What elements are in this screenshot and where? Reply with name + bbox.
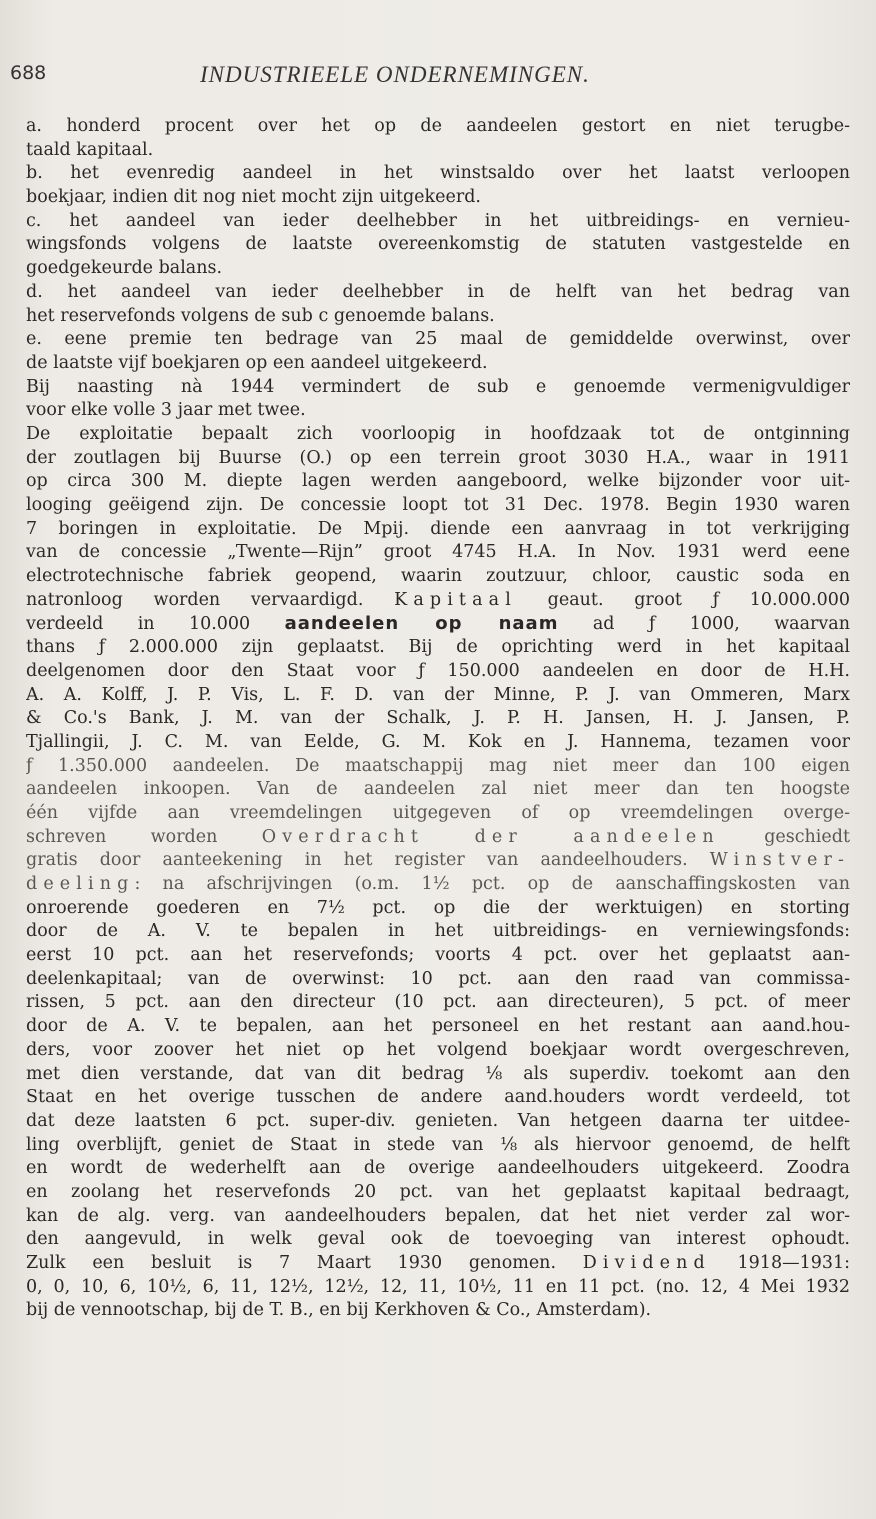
text-line: bij de vennootschap, bij de T. B., en bij Kerkhoven & Co., Amsterdam). (26, 1300, 652, 1321)
text-line: den aangevuld, in welk geval ook de toevoeging van interest ophoudt. (26, 1229, 850, 1250)
text-line: d. het aandeel van ieder deelhebber in de helft van het bedrag van (26, 281, 850, 302)
text-line: dat deze laatsten 6 pct. super-div. genieten. Van hetgeen daarna ter uitdee- (26, 1110, 850, 1131)
body-text (26, 115, 850, 1323)
text-line: ƒ 1.350.000 aandeelen. De maatschappij mag niet meer dan 100 eigen (26, 755, 850, 776)
text-line: kan de alg. verg. van aandeelhouders bepalen, dat het niet verder zal wor- (26, 1205, 850, 1226)
text-line: taald kapitaal. (26, 139, 154, 160)
text-line: De exploitatie bepaalt zich voorloopig in hoofdzaak tot de ontginning (26, 423, 850, 444)
text-line: voor elke volle 3 jaar met twee. (26, 400, 306, 421)
text-line: c. het aandeel van ieder deelhebber in het uitbreidings- en vernieu- (26, 210, 850, 231)
text-line: op circa 300 M. diepte lagen werden aangeboord, welke bijzonder voor uit- (26, 471, 850, 492)
text-line: goedgekeurde balans. (26, 258, 223, 279)
text-line: gratis door aanteekening in het register van aandeelhouders. Winstver- (26, 850, 850, 871)
text-line: 7 boringen in exploitatie. De Mpij. diende een aanvraag in tot verkrijging (26, 518, 850, 539)
emphasis-kapitaal: Kapitaal (394, 589, 517, 610)
text-line: het reservefonds volgens de sub c genoemde balans. (26, 305, 495, 326)
text-line: van de concessie „Twente—Rijn” groot 4745 H.A. In Nov. 1931 werd eene (26, 542, 850, 563)
text-line: met dien verstande, dat van dit bedrag ⅛ als superdiv. toekomt aan den (26, 1063, 850, 1084)
text-line: door de A. V. te bepalen in het uitbreidings- en verniewingsfonds: (26, 921, 850, 942)
text-line: 0, 0, 10, 6, 10½, 6, 11, 12½, 12½, 12, 11, 10½, 11 en 11 pct. (no. 12, 4 Mei 1932 (26, 1276, 850, 1297)
text-line: deeling: na afschrijvingen (o.m. 1½ pct. op de aanschaffingskosten van (26, 874, 850, 894)
text-line: thans ƒ 2.000.000 zijn geplaatst. Bij de oprichting werd in het kapitaal (26, 637, 850, 658)
text-line: ling overblijft, geniet de Staat in stede van ⅛ als hiervoor genoemd, de helft (26, 1134, 850, 1155)
text-line: deelgenomen door den Staat voor ƒ 150.000 aandeelen en door de H.H. (26, 660, 850, 681)
text-line: wingsfonds volgens de laatste overeenkomstig de statuten vastgestelde en (26, 234, 850, 255)
text-line: Bij naasting nà 1944 vermindert de sub e genoemde vermenigvuldiger (26, 376, 850, 397)
emphasis-winstverdeeling-2: deeling (26, 874, 135, 894)
text-line: aandeelen inkoopen. Van de aandeelen zal niet meer dan ten hoogste (26, 779, 850, 800)
text-line: onroerende goederen en 7½ pct. op die der werktuigen) en storting (26, 897, 850, 918)
text-line: looging geëigend zijn. De concessie loopt tot 31 Dec. 1978. Begin 1930 waren (26, 495, 850, 515)
text-line: verdeeld in 10.000 aandeelen op naam ad ƒ 1000, waarvan (26, 613, 850, 635)
text-line: Zulk een besluit is 7 Maart 1930 genomen. Dividend 1918—1931: (26, 1253, 850, 1273)
text-line: één vijfde aan vreemdelingen uitgegeven of op vreemdelingen overge- (26, 802, 850, 823)
text-line: ders, voor zoover het niet op het volgend boekjaar wordt overgeschreven, (26, 1039, 850, 1060)
text-line: deelenkapitaal; van de overwinst: 10 pct. aan den raad van commissa- (26, 968, 850, 989)
emphasis-aandeelen-op-naam: aandeelen op naam (284, 613, 559, 635)
text-line: schreven worden Overdracht der aandeelen geschiedt (26, 826, 850, 847)
page-header (10, 62, 836, 92)
text-line: b. het evenredig aandeel in het winstsaldo over het laatst verloopen (26, 163, 850, 184)
text-line: door de A. V. te bepalen, aan het personeel en het restant aan aand.hou- (26, 1016, 850, 1037)
text-line: rissen, 5 pct. aan den directeur (10 pct. aan directeuren), 5 pct. of meer (26, 992, 850, 1013)
text-line: de laatste vijf boekjaren op een aandeel uitgekeerd. (26, 352, 488, 373)
text-line: boekjaar, indien dit nog niet mocht zijn uitgekeerd. (26, 187, 481, 208)
emphasis-winstverdeeling-1: Winstver- (709, 850, 850, 871)
text-line: eerst 10 pct. aan het reservefonds; voorts 4 pct. over het geplaatst aan- (26, 945, 850, 966)
text-line: e. eene premie ten bedrage van 25 maal de gemiddelde overwinst, over (26, 329, 850, 350)
text-line: Staat en het overige tusschen de andere aand.houders wordt verdeeld, tot (26, 1087, 850, 1108)
running-head: INDUSTRIEELE ONDERNEMINGEN. (200, 62, 590, 87)
emphasis-dividend: Dividend (582, 1253, 711, 1273)
page-number: 688 (10, 62, 47, 84)
emphasis-overdracht: Overdracht der aandeelen (261, 826, 720, 847)
text-line: natronloog worden vervaardigd. Kapitaal geaut. groot ƒ 10.000.000 (26, 589, 850, 610)
text-line: & Co.'s Bank, J. M. van der Schalk, J. P. H. Jansen, H. J. Jansen, P. (26, 708, 850, 729)
text-line: Tjallingii, J. C. M. van Eelde, G. M. Kok en J. Hannema, tezamen voor (26, 731, 850, 752)
text-line: a. honderd procent over het op de aandeelen gestort en niet terugbe- (26, 116, 850, 136)
text-line: en wordt de wederhelft aan de overige aandeelhouders uitgekeerd. Zoodra (26, 1158, 850, 1179)
text-line: A. A. Kolff, J. P. Vis, L. F. D. van der Minne, P. J. van Ommeren, Marx (26, 684, 850, 705)
text-line: electrotechnische fabriek geopend, waarin zoutzuur, chloor, caustic soda en (26, 566, 850, 587)
text-line: der zoutlagen bij Buurse (O.) op een terrein groot 3030 H.A., waar in 1911 (26, 447, 850, 468)
text-line: en zoolang het reservefonds 20 pct. van het geplaatst kapitaal bedraagt, (26, 1181, 850, 1202)
